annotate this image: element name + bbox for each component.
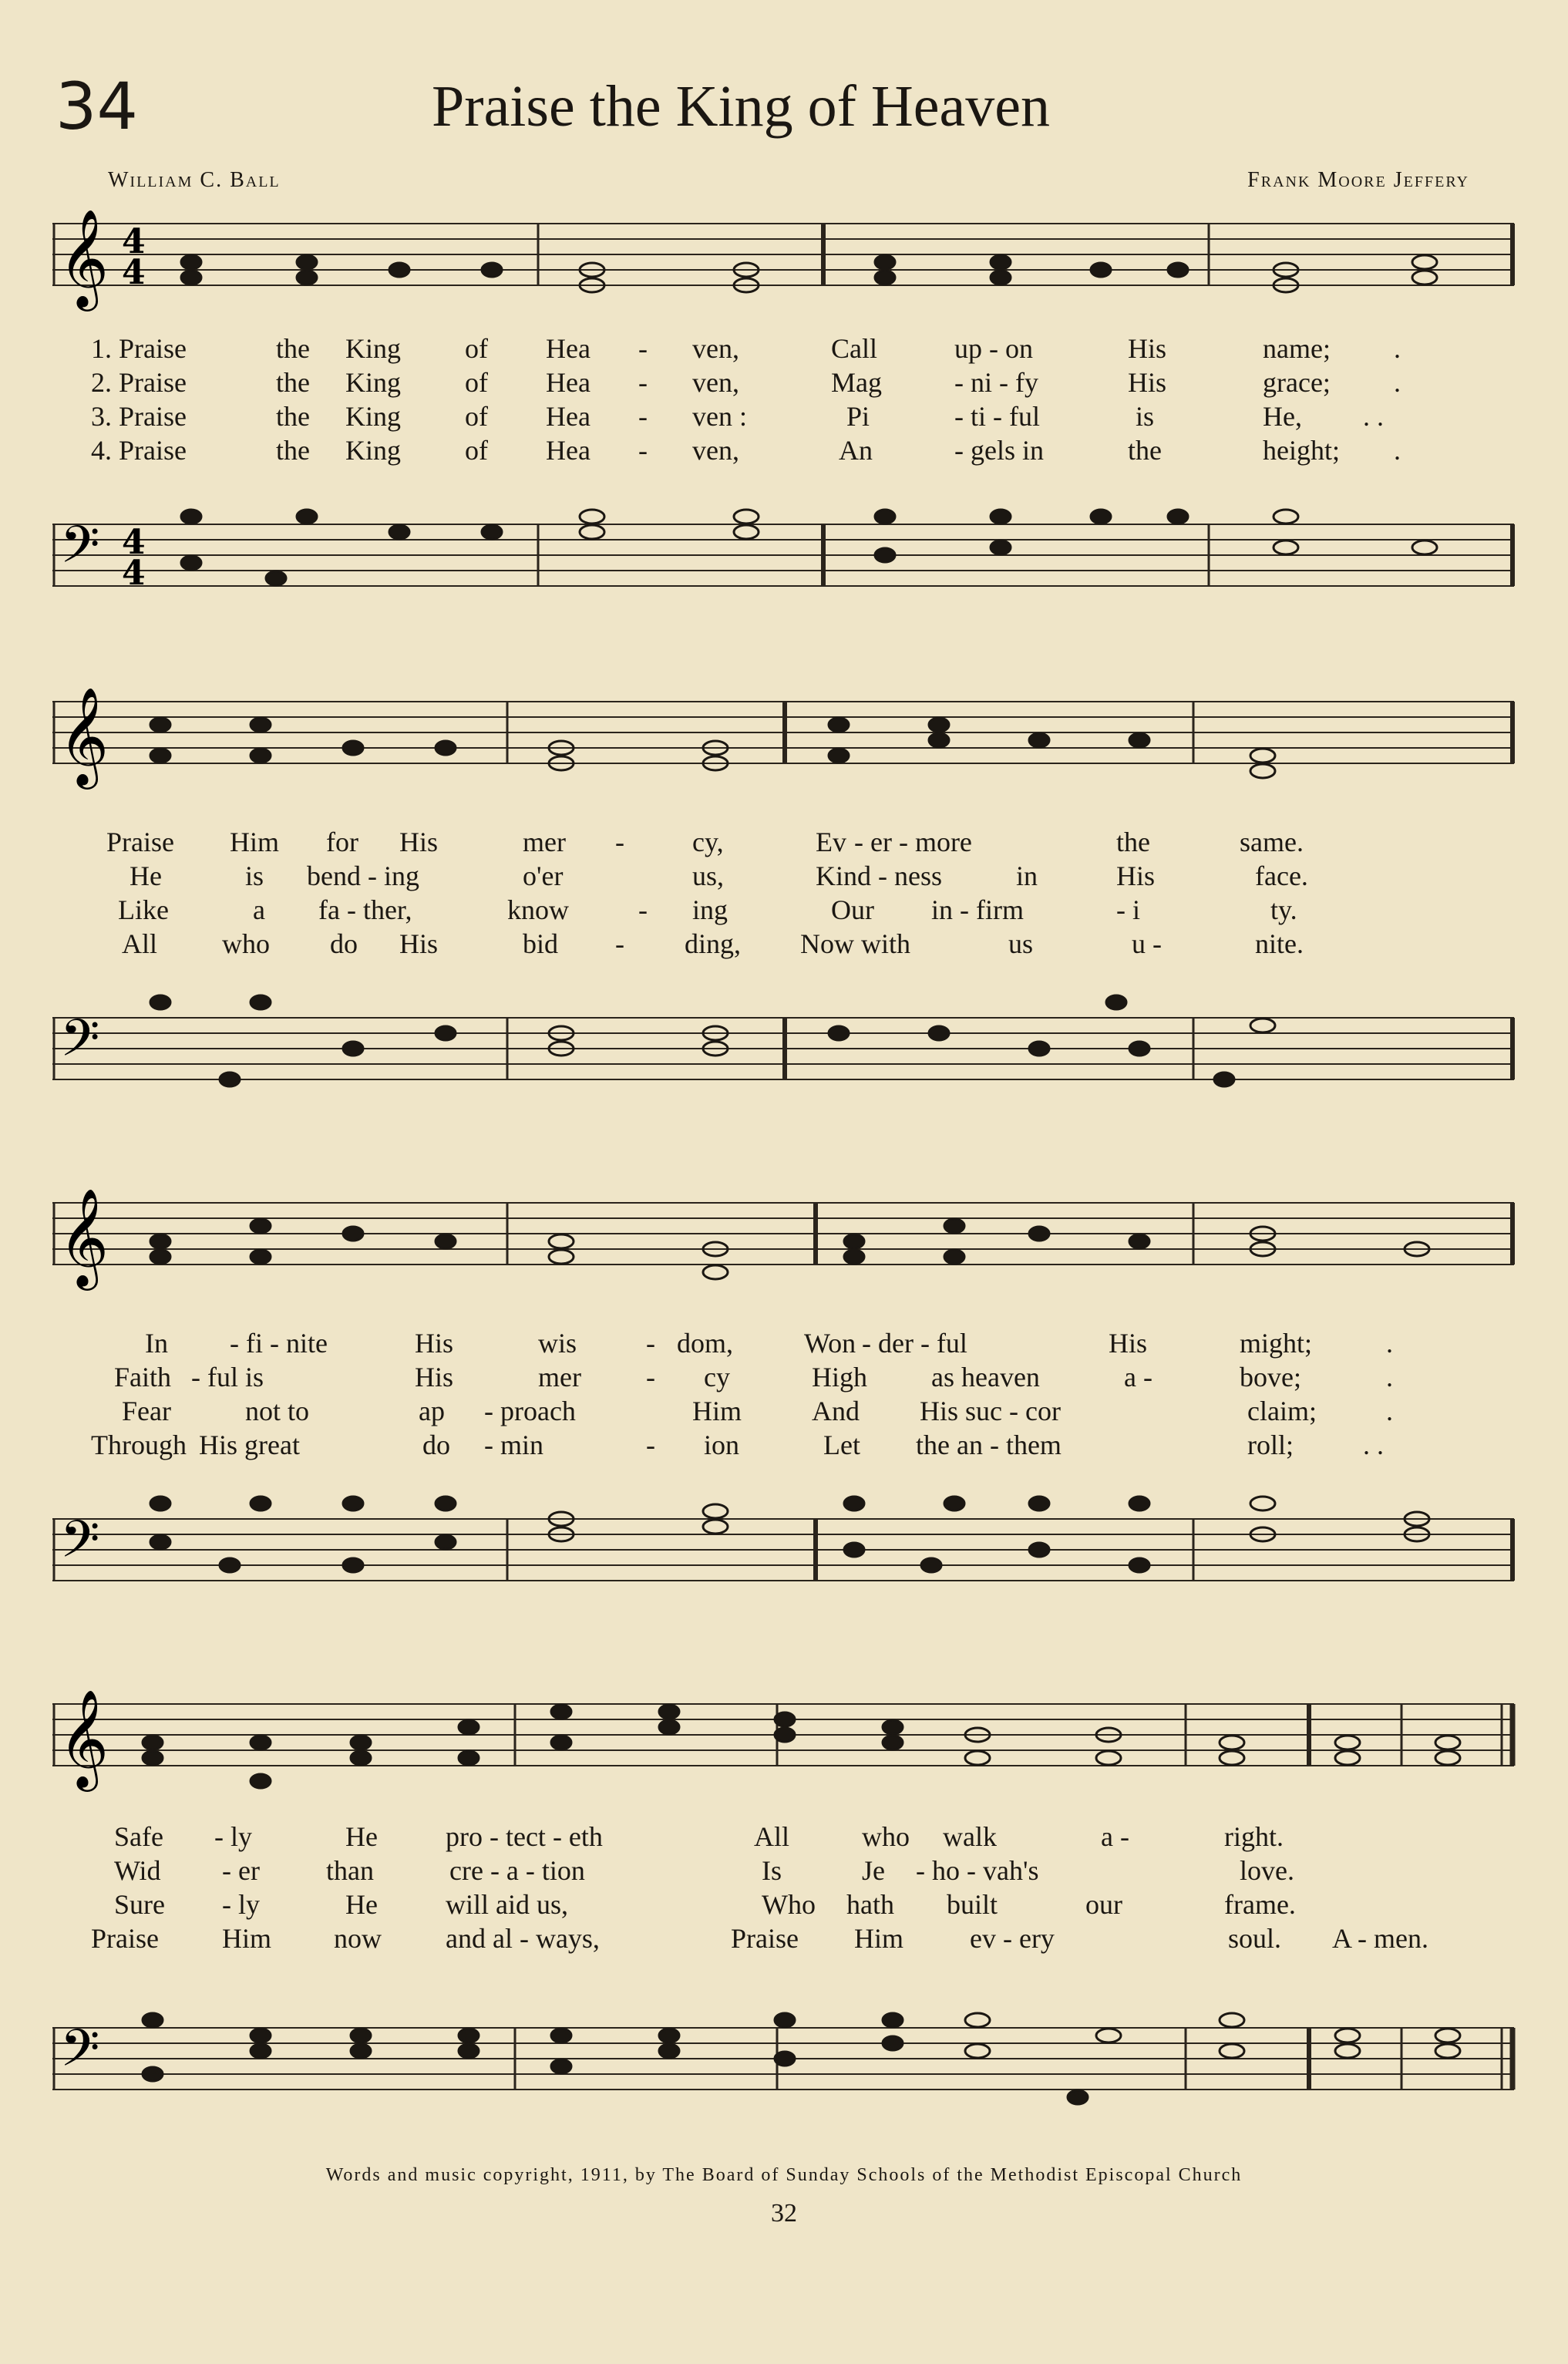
lyric-word: roll;	[1247, 1430, 1294, 1460]
lyric-word: -	[638, 435, 648, 466]
lyric-word: the	[276, 435, 310, 466]
lyric-line	[52, 1820, 1514, 1854]
lyric-line	[52, 1326, 1514, 1360]
lyric-word: of	[465, 333, 488, 364]
lyric-word: will aid us,	[446, 1889, 568, 1920]
lyric-word: . .	[1363, 401, 1384, 432]
lyric-word: ing	[692, 894, 728, 925]
lyric-word: name;	[1263, 333, 1331, 364]
lyric-word: 4. Praise	[91, 435, 187, 466]
lyric-word: Call	[831, 333, 877, 364]
lyric-word: ven,	[692, 333, 739, 364]
lyric-word: a -	[1101, 1821, 1129, 1852]
lyric-word: Is	[762, 1855, 782, 1886]
bass-clef-icon: 𝄢	[60, 2019, 100, 2090]
bass-staff	[52, 979, 1514, 1133]
lyric-word: Ev	[816, 827, 846, 857]
lyric-word: height;	[1263, 435, 1340, 466]
lyric-word: Him	[692, 1396, 742, 1426]
notes	[181, 510, 1437, 585]
lyric-word: the	[276, 401, 310, 432]
bass-staff	[52, 1480, 1514, 1635]
lyric-word: cy,	[692, 827, 724, 857]
lyric-word: All	[122, 928, 158, 959]
lyric-word: us	[1008, 928, 1034, 959]
time-signature-top: 4	[122, 222, 146, 261]
lyric-word: do	[422, 1430, 450, 1460]
lyric-word: built	[947, 1889, 998, 1920]
lyric-word: .	[1394, 435, 1401, 466]
music-system-4	[52, 1681, 1514, 2143]
lyric-word: His	[1128, 333, 1167, 364]
lyrics-block	[52, 825, 1514, 964]
lyric-word: Sure	[114, 1889, 165, 1920]
treble-staff	[52, 1180, 1514, 1311]
lyrics-block	[52, 332, 1514, 470]
lyric-word: bove;	[1240, 1362, 1301, 1392]
lyric-word: who	[862, 1821, 910, 1852]
lyric-word: -	[638, 367, 648, 398]
lyric-word: King	[345, 333, 401, 364]
lyric-word: Who	[762, 1889, 816, 1920]
lyric-word: Mag	[831, 367, 882, 398]
lyric-line	[52, 927, 1514, 961]
lyric-word: our	[1085, 1889, 1122, 1920]
lyric-word: - ful is	[191, 1362, 264, 1392]
lyric-word: in	[1016, 860, 1038, 891]
lyric-word: - gels in	[954, 435, 1044, 466]
lyric-word: now	[334, 1923, 382, 1954]
lyric-word: - ho - vah's	[916, 1855, 1039, 1886]
lyric-line	[52, 433, 1514, 467]
lyric-word: dom,	[677, 1328, 734, 1359]
time-signature-top: 4	[122, 523, 146, 562]
lyric-word: Hea	[546, 333, 591, 364]
lyric-line	[52, 1428, 1514, 1462]
lyric-word: us,	[692, 860, 725, 891]
lyric-line	[52, 399, 1514, 433]
lyric-word: Won	[804, 1328, 856, 1359]
lyric-word: His	[1128, 367, 1167, 398]
lyric-word: Hea	[546, 435, 591, 466]
lyric-word: wis	[538, 1328, 577, 1359]
lyric-word: ven,	[692, 435, 739, 466]
lyric-line	[52, 1360, 1514, 1394]
lyric-word: love.	[1240, 1855, 1294, 1886]
lyric-word: Hea	[546, 367, 591, 398]
treble-clef-icon: 𝄞	[59, 1689, 109, 1787]
lyric-line	[52, 1887, 1514, 1921]
lyric-word: His	[1109, 1328, 1148, 1359]
lyric-word: And	[812, 1396, 860, 1426]
lyric-word: and al - ways,	[446, 1923, 600, 1954]
lyric-word: walk	[943, 1821, 997, 1852]
lyric-word: . .	[1363, 1430, 1384, 1460]
staff-lines	[52, 224, 1514, 285]
lyric-word: Pi	[846, 401, 870, 432]
lyric-word: Let	[823, 1430, 860, 1460]
lyric-word: Safe	[114, 1821, 163, 1852]
lyric-word: fa - ther,	[318, 894, 412, 925]
lyric-word: Through	[91, 1430, 187, 1460]
lyric-word: right.	[1224, 1821, 1284, 1852]
lyric-word: 3. Praise	[91, 401, 187, 432]
lyric-word: - er	[222, 1855, 260, 1886]
lyric-word: as heaven	[931, 1362, 1040, 1392]
lyric-word: -	[646, 1328, 655, 1359]
lyric-word: -	[646, 1362, 655, 1392]
lyric-word: claim;	[1247, 1396, 1317, 1426]
lyric-word: bid	[523, 928, 559, 959]
lyric-word: hath	[846, 1889, 894, 1920]
lyric-word: ding,	[685, 928, 742, 959]
lyric-word: In	[145, 1328, 168, 1359]
treble-staff	[52, 1681, 1514, 1812]
lyric-word: Kind - ness	[816, 860, 942, 891]
lyric-word: grace;	[1263, 367, 1331, 398]
lyric-word: Him	[222, 1923, 272, 1954]
lyric-word: .	[1386, 1362, 1393, 1392]
lyrics-block	[52, 1820, 1514, 1958]
lyric-word: than	[326, 1855, 374, 1886]
lyric-word: He	[345, 1821, 378, 1852]
music-system-3	[52, 1180, 1514, 1642]
lyric-line	[52, 1921, 1514, 1955]
lyric-word: .	[1394, 367, 1401, 398]
notes	[150, 995, 1275, 1086]
lyric-word: mer	[538, 1362, 581, 1392]
lyric-word: up - on	[954, 333, 1033, 364]
lyric-word: -	[638, 894, 648, 925]
lyric-word: His	[399, 827, 439, 857]
lyric-word: Fear	[122, 1396, 171, 1426]
lyric-word: King	[345, 367, 401, 398]
lyric-word: is	[245, 860, 264, 891]
lyric-word: His	[1116, 860, 1156, 891]
lyric-word: His	[399, 928, 439, 959]
treble-clef-icon: 𝄞	[59, 1187, 109, 1286]
lyric-word: ven,	[692, 367, 739, 398]
treble-staff	[52, 679, 1514, 810]
lyric-word: He	[130, 860, 162, 891]
lyric-word: .	[1394, 333, 1401, 364]
treble-clef-icon: 𝄞	[59, 208, 109, 307]
lyric-word: who	[222, 928, 270, 959]
bass-staff	[52, 1989, 1514, 2143]
hymn-title: Praise the King of Heaven	[432, 74, 1050, 139]
lyric-word: ap	[419, 1396, 445, 1426]
lyric-word: King	[345, 401, 401, 432]
lyric-word: - ti - ful	[954, 401, 1040, 432]
lyric-line	[52, 893, 1514, 927]
time-signature-bottom: 4	[122, 554, 146, 593]
lyric-word: All	[754, 1821, 790, 1852]
lyric-word: the	[1116, 827, 1150, 857]
lyric-word: soul.	[1228, 1923, 1282, 1954]
lyric-word: - ly	[222, 1889, 260, 1920]
lyric-word: of	[465, 367, 488, 398]
lyric-word: might;	[1240, 1328, 1313, 1359]
lyric-word: the	[276, 367, 310, 398]
lyric-line	[52, 825, 1514, 859]
notes	[143, 1705, 1460, 1788]
lyric-word: ev - ery	[970, 1923, 1055, 1954]
composer-credit: Frank Moore Jeffery	[1247, 168, 1469, 192]
lyric-line	[52, 859, 1514, 893]
treble-staff	[52, 200, 1514, 332]
lyric-word: His suc - cor	[920, 1396, 1061, 1426]
lyric-word: Wid	[114, 1855, 161, 1886]
lyric-word: -	[638, 333, 648, 364]
lyric-word: ion	[704, 1430, 740, 1460]
lyric-word: -	[615, 928, 624, 959]
lyric-word: King	[345, 435, 401, 466]
lyric-word: a	[253, 894, 265, 925]
page-number: 32	[771, 2199, 797, 2228]
author-credit: William C. Ball	[108, 168, 281, 192]
lyric-word: of	[465, 435, 488, 466]
lyric-word: His	[415, 1362, 454, 1392]
lyric-word: o'er	[523, 860, 564, 891]
notes	[181, 255, 1437, 292]
lyric-word: bend - ing	[307, 860, 419, 891]
lyric-word: Faith	[114, 1362, 172, 1392]
lyric-word: for	[326, 827, 358, 857]
lyric-word: do	[330, 928, 358, 959]
lyric-word: cre - a - tion	[449, 1855, 585, 1886]
music-system-2	[52, 679, 1514, 1141]
lyric-word: Him	[230, 827, 280, 857]
hymn-number: 34	[56, 69, 138, 144]
staff-lines	[52, 1203, 1514, 1265]
lyric-word: He,	[1263, 401, 1302, 432]
lyric-word: 2. Praise	[91, 367, 187, 398]
lyric-word: - ly	[214, 1821, 252, 1852]
lyric-word: is	[1136, 401, 1155, 432]
lyric-word: cy	[704, 1362, 730, 1392]
lyric-word: Now with	[800, 928, 910, 959]
lyric-word: know	[507, 894, 569, 925]
lyric-word: - min	[484, 1430, 543, 1460]
lyric-word: mer	[523, 827, 566, 857]
lyric-word: ty.	[1270, 894, 1297, 925]
lyric-word: face.	[1255, 860, 1308, 891]
lyric-word: same.	[1240, 827, 1304, 857]
copyright-notice: Words and music copyright, 1911, by The Board of Sunday Schools of the Methodist Episcopal Church	[325, 2165, 1243, 2185]
lyric-word: -	[638, 401, 648, 432]
lyric-word: .	[1386, 1396, 1393, 1426]
lyric-word: not to	[245, 1396, 310, 1426]
lyric-word: the	[1128, 435, 1162, 466]
lyric-word: An	[839, 435, 873, 466]
lyric-word: Hea	[546, 401, 591, 432]
lyric-word: - i	[1116, 894, 1140, 925]
bass-clef-icon: 𝄢	[60, 515, 100, 587]
lyric-word: nite.	[1255, 928, 1304, 959]
music-system-1	[52, 200, 1514, 648]
lyric-word: Praise	[731, 1923, 799, 1954]
lyric-word: His great	[199, 1430, 300, 1460]
lyric-word: - fi - nite	[230, 1328, 328, 1359]
lyric-word: frame.	[1224, 1889, 1296, 1920]
lyric-word: 1. Praise	[91, 333, 187, 364]
lyrics-block	[52, 1326, 1514, 1465]
treble-clef-icon: 𝄞	[59, 686, 109, 785]
lyric-word: .	[1386, 1328, 1393, 1359]
lyric-word: ven :	[692, 401, 747, 432]
lyric-line	[52, 365, 1514, 399]
lyric-word: Like	[118, 894, 169, 925]
lyric-word: - ni - fy	[954, 367, 1038, 398]
lyric-line	[52, 1854, 1514, 1887]
lyric-word: a -	[1124, 1362, 1152, 1392]
lyric-word: Je	[862, 1855, 885, 1886]
lyric-line	[52, 332, 1514, 365]
lyric-word: High	[812, 1362, 867, 1392]
bass-clef-icon: 𝄢	[60, 1510, 100, 1581]
lyric-word: His	[415, 1328, 454, 1359]
lyric-word: the an - them	[916, 1430, 1062, 1460]
lyric-word: of	[465, 401, 488, 432]
lyric-word: He	[345, 1889, 378, 1920]
lyric-word: pro - tect - eth	[446, 1821, 603, 1852]
lyric-word: u -	[1132, 928, 1162, 959]
lyric-word: A - men.	[1332, 1923, 1428, 1954]
lyric-word: - der - ful	[862, 1328, 967, 1359]
lyric-line	[52, 1394, 1514, 1428]
lyric-word: Him	[854, 1923, 904, 1954]
lyric-word: Praise	[106, 827, 174, 857]
lyric-word: the	[276, 333, 310, 364]
bass-clef-icon: 𝄢	[60, 1009, 100, 1080]
lyric-word: in - firm	[931, 894, 1024, 925]
lyric-word: - er - more	[854, 827, 972, 857]
staff-lines	[52, 1519, 1514, 1581]
time-signature-bottom: 4	[122, 253, 146, 292]
bass-staff	[52, 486, 1514, 640]
lyric-word: Praise	[91, 1923, 159, 1954]
lyric-word: Our	[831, 894, 874, 925]
lyric-word: -	[615, 827, 624, 857]
lyric-word: - proach	[484, 1396, 576, 1426]
lyric-word: -	[646, 1430, 655, 1460]
